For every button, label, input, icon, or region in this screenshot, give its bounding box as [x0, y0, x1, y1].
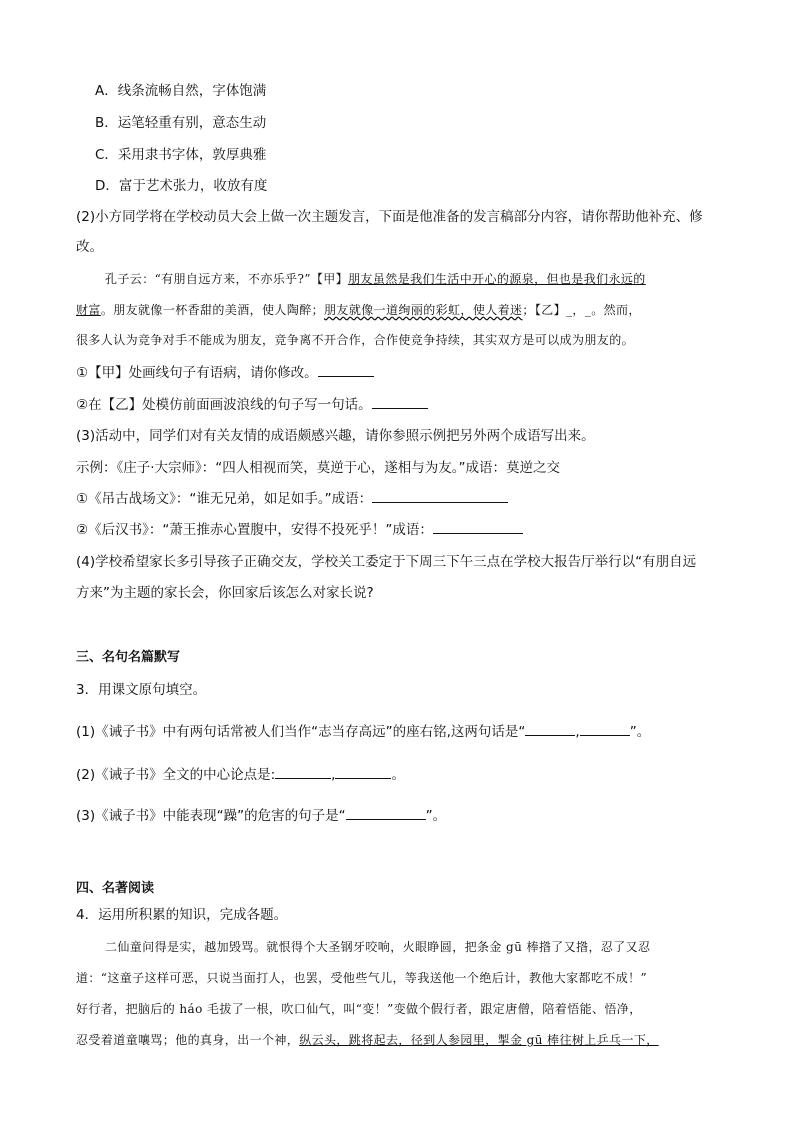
- q2-sub1: [76, 364, 374, 382]
- passage-line4: [76, 1031, 659, 1049]
- section3-intro: 3．用课文原句填空。: [76, 682, 207, 698]
- q2-stem-line1: (2)小方同学将在学校动员大会上做一次主题发言，下面是他准备的发言稿部分内容，请你帮助他补充、修: [76, 209, 703, 225]
- q3-example: 示例：《庄子·大宗师》：“四人相视而笑，莫逆于心，遂相与为友。”成语：莫逆之交: [76, 460, 561, 476]
- answer-blank[interactable]: [346, 807, 426, 820]
- fill-blank-3: [76, 807, 446, 825]
- passage-line1: 二仙童问得是实，越加毁骂。就恨得个大圣钢牙咬响，火眼睁圆，把条金 gū 棒揝了又揝，忍了又忍: [105, 940, 651, 954]
- section4-heading: 四、名著阅读: [76, 881, 155, 896]
- speech-line2: [76, 301, 641, 319]
- q2-sub2-text: ②在【乙】处模仿前面画波浪线的句子写一句话。: [76, 397, 372, 413]
- q3-item2: [76, 521, 523, 539]
- section4-intro: 4．运用所积累的知识，完成各题。: [76, 907, 288, 923]
- speech-underlined-jia: 朋友虽然是我们生活中开心的源泉，但也是我们永远的: [348, 272, 646, 286]
- q3-item1-text: ①《吊古战场文》：“谁无兄弟，如足如手。”成语：: [76, 491, 373, 507]
- speech-yi-slot: ；【乙】_，_。然而，: [522, 303, 641, 317]
- passage-underlined: 纵云头，跳将起去，径到人参园里，掣金 gū 棒往树上乒乓一下，: [299, 1033, 659, 1047]
- speech-quote: 孔子云：“有朋自远方来，不亦乐乎?”【甲】: [105, 272, 349, 286]
- close-quote: ”。: [425, 808, 447, 824]
- answer-blank[interactable]: [580, 723, 630, 736]
- q2-sub2: [76, 396, 428, 414]
- fill-blank-2-text: (2)《诫子书》全文的中心论点是:: [76, 767, 276, 783]
- answer-blank[interactable]: [335, 766, 391, 779]
- q4-line2: 方来”为主题的家长会，你回家后该怎么对家长说?: [76, 585, 374, 601]
- option-c: C．采用隶书字体，敦厚典雅: [95, 147, 267, 163]
- option-a: A．线条流畅自然，字体饱满: [95, 83, 267, 99]
- passage-line3: 好行者，把脑后的 háo 毛拔了一根，吹口仙气，叫“变！”变做个假行者，跟定唐僧，陪着悟能、悟净，: [76, 1002, 642, 1016]
- answer-blank[interactable]: [275, 766, 331, 779]
- q3-stem: (3)活动中，同学们对有关友情的成语颇感兴趣，请你参照示例把另外两个成语写出来。: [76, 428, 595, 444]
- close-quote: ”。: [629, 724, 651, 740]
- option-b: B．运笔轻重有别，意态生动: [95, 115, 267, 131]
- passage-line2: 道：“这童子这样可恶，只说当面打人，也罢，受他些气儿，等我送他一个绝后计，教他大家都吃不成！”: [76, 971, 648, 985]
- fill-blank-1-text: (1)《诫子书》中有两句话常被人们当作“志当存高远”的座右铭,这两句话是“: [76, 724, 526, 740]
- answer-blank[interactable]: [433, 521, 523, 534]
- fill-blank-3-text: (3)《诫子书》中能表现“躁”的危害的句子是“: [76, 808, 346, 824]
- speech-line1: [105, 270, 646, 288]
- q2-stem-line2: 改。: [76, 239, 103, 255]
- speech-underlined-jia-end: 财富: [76, 303, 101, 317]
- speech-line3: 很多人认为竞争对手不能成为朋友，竞争离不开合作，合作使竞争持续，其实双方是可以成为朋友的。: [76, 333, 635, 347]
- comma: ,: [331, 767, 336, 783]
- q2-sub1-text: ①【甲】处画线句子有语病，请你修改。: [76, 365, 318, 381]
- answer-blank[interactable]: [525, 723, 575, 736]
- fill-blank-2: [76, 766, 405, 784]
- fill-blank-1: [76, 723, 650, 741]
- option-d: D．富于艺术张力，收放有度: [95, 178, 268, 194]
- q3-item1: [76, 490, 508, 508]
- q4-line1: (4)学校希望家长多引导孩子正确交友，学校关工委定于下周三下午三点在学校大报告厅举行以“有朋自远: [76, 554, 697, 570]
- answer-blank[interactable]: [372, 396, 428, 409]
- comma: ,: [575, 724, 580, 740]
- q3-item2-text: ②《后汉书》：“萧王推赤心置腹中，安得不投死乎！”成语：: [76, 522, 433, 538]
- speech-wine-sentence: 。朋友就像一杯香甜的美酒，使人陶醉；: [100, 303, 325, 317]
- passage-line4-plain: 忍受着道童嚷骂；他的真身，出一个神，: [76, 1033, 300, 1047]
- speech-wavy-rainbow: 朋友就像一道绚丽的彩虹，使人着迷: [324, 303, 523, 317]
- period: 。: [391, 767, 405, 783]
- answer-blank[interactable]: [318, 364, 374, 377]
- answer-blank[interactable]: [372, 490, 508, 503]
- section3-heading: 三、名句名篇默写: [76, 650, 181, 665]
